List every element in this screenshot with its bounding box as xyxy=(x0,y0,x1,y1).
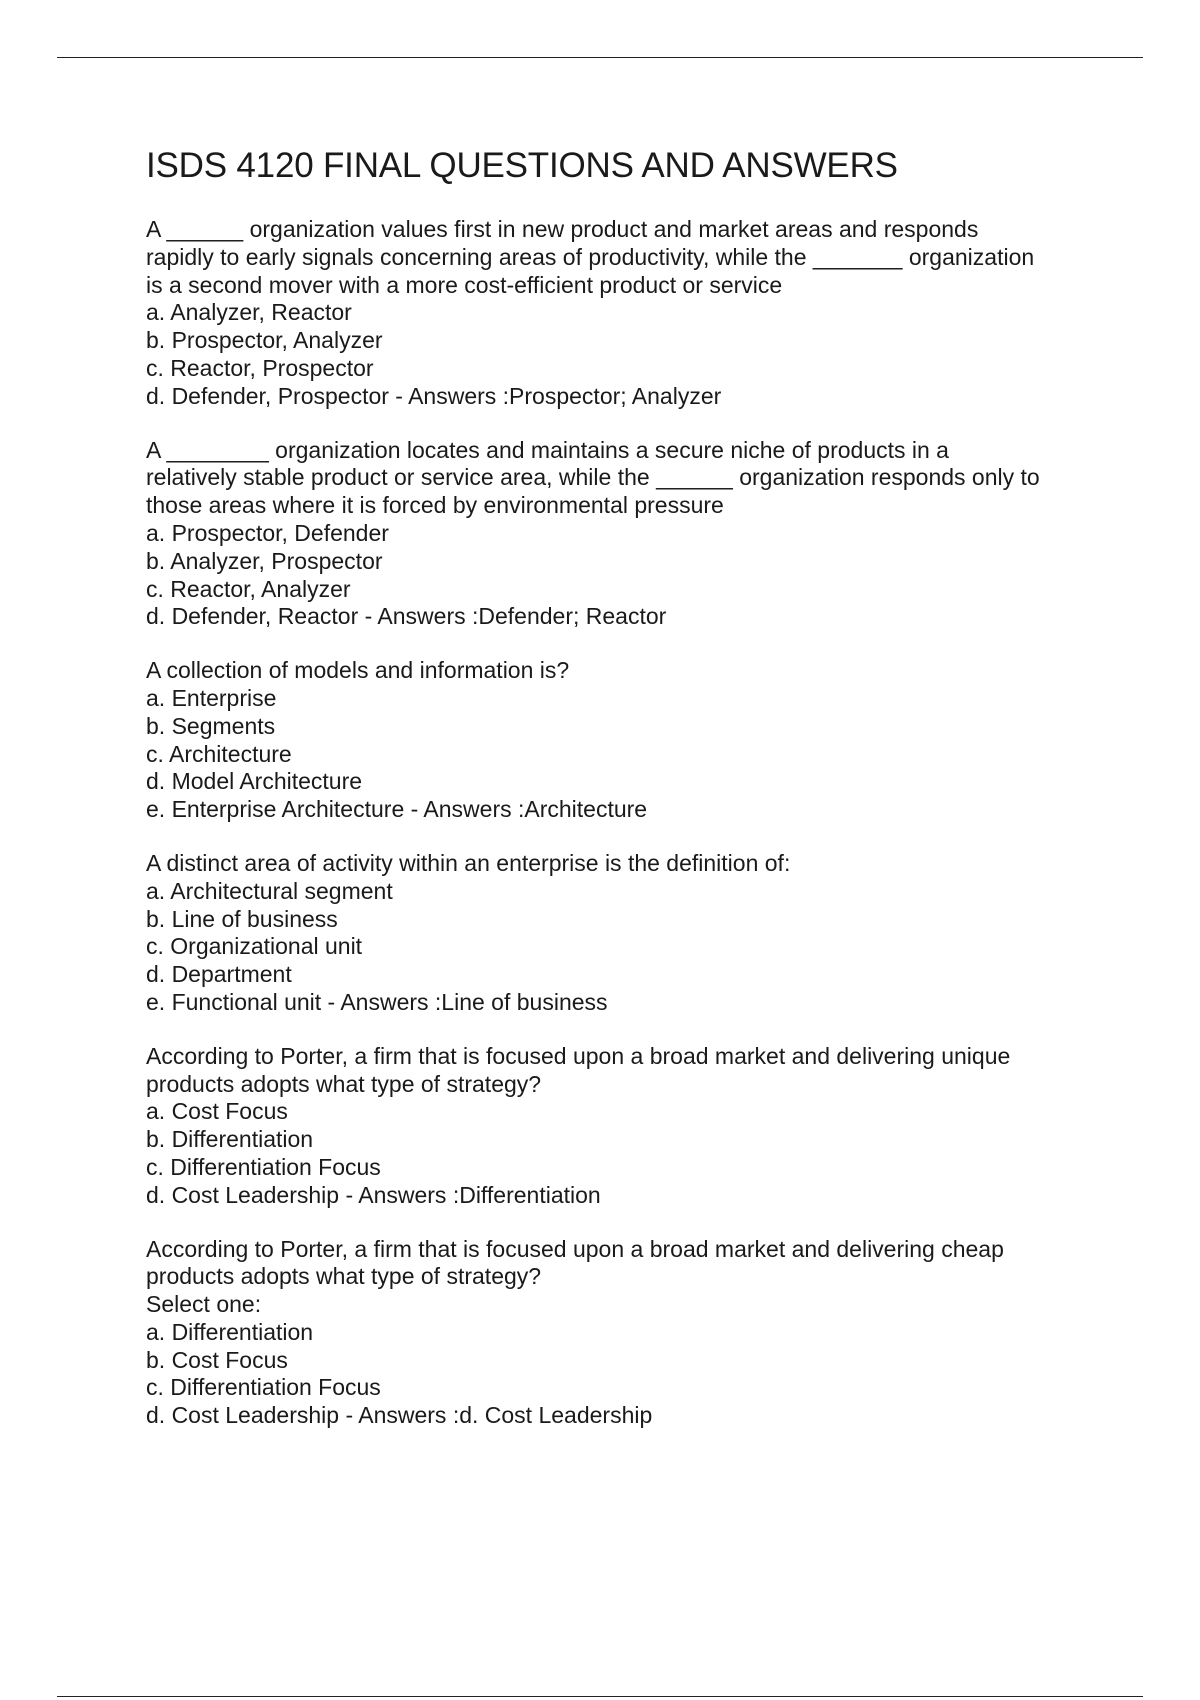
prompt-line: According to Porter, a firm that is focused upon a broad market and delivering cheap xyxy=(146,1235,1004,1262)
prompt-line: A ______ organization values first in new product and market areas and responds xyxy=(146,216,979,242)
document-title: ISDS 4120 FINAL QUESTIONS AND ANSWERS xyxy=(146,146,898,185)
prompt-line: A distinct area of activity within an enterprise is the definition of: xyxy=(146,849,791,876)
option-line: b. Prospector, Analyzer xyxy=(146,327,383,354)
question-block xyxy=(146,657,1106,824)
question-block xyxy=(146,1236,1106,1431)
prompt-line: relatively stable product or service area, while the ______ organization responds only to xyxy=(146,464,1040,491)
question-prompt xyxy=(146,216,1106,299)
header-rule xyxy=(57,57,1143,58)
question-prompt xyxy=(146,850,1106,878)
prompt-line: According to Porter, a firm that is focused upon a broad market and delivering unique xyxy=(146,1042,1011,1069)
option-line: a. Prospector, Defender xyxy=(146,519,389,546)
document-body xyxy=(146,142,1106,1456)
option-line: a. Cost Focus xyxy=(146,1098,288,1125)
question-prompt xyxy=(146,657,1106,685)
option-line-with-answer: d. Defender, Prospector - Answers :Prospector; Analyzer xyxy=(146,382,722,409)
option-line: d. Department xyxy=(146,961,292,988)
prompt-line: rapidly to early signals concerning areas of productivity, while the _______ organization xyxy=(146,243,1035,270)
option-line: b. Analyzer, Prospector xyxy=(146,547,383,574)
prompt-line: is a second mover with a more cost-efficient product or service xyxy=(146,271,783,298)
prompt-line: products adopts what type of strategy? xyxy=(146,1263,542,1290)
option-line: c. Reactor, Prospector xyxy=(146,354,374,381)
prompt-line: those areas where it is forced by environmental pressure xyxy=(146,492,724,519)
question-block xyxy=(146,216,1106,411)
option-line-with-answer: e. Functional unit - Answers :Line of business xyxy=(146,988,608,1015)
question-block xyxy=(146,850,1106,1017)
question-prompt xyxy=(146,437,1106,520)
option-line: a. Enterprise xyxy=(146,684,277,711)
question-block xyxy=(146,1043,1106,1210)
question-prompt xyxy=(146,1043,1106,1099)
option-line: b. Differentiation xyxy=(146,1126,314,1153)
prompt-line: products adopts what type of strategy? xyxy=(146,1070,542,1097)
option-line: d. Model Architecture xyxy=(146,768,363,795)
option-line: b. Line of business xyxy=(146,905,338,932)
option-line: a. Architectural segment xyxy=(146,877,393,904)
option-line: a. Differentiation xyxy=(146,1318,314,1345)
footer-rule xyxy=(57,1696,1143,1697)
option-line: a. Analyzer, Reactor xyxy=(146,299,352,326)
option-line: c. Differentiation Focus xyxy=(146,1374,381,1401)
prompt-line: A collection of models and information is? xyxy=(146,657,570,684)
prompt-line: A ________ organization locates and maintains a secure niche of products in a xyxy=(146,436,949,463)
option-line: c. Differentiation Focus xyxy=(146,1153,381,1180)
prompt-line: Select one: xyxy=(146,1291,262,1318)
option-line: b. Segments xyxy=(146,712,276,739)
option-line-with-answer: d. Defender, Reactor - Answers :Defender; Reactor xyxy=(146,603,667,630)
question-prompt xyxy=(146,1236,1106,1319)
option-line-with-answer: e. Enterprise Architecture - Answers :Architecture xyxy=(146,796,648,823)
option-line-with-answer: d. Cost Leadership - Answers :d. Cost Leadership xyxy=(146,1402,653,1429)
option-line-with-answer: d. Cost Leadership - Answers :Differentiation xyxy=(146,1181,601,1208)
option-line: c. Architecture xyxy=(146,740,292,767)
option-line: c. Reactor, Analyzer xyxy=(146,575,351,602)
question-block xyxy=(146,437,1106,632)
option-line: b. Cost Focus xyxy=(146,1346,288,1373)
option-line: c. Organizational unit xyxy=(146,933,363,960)
